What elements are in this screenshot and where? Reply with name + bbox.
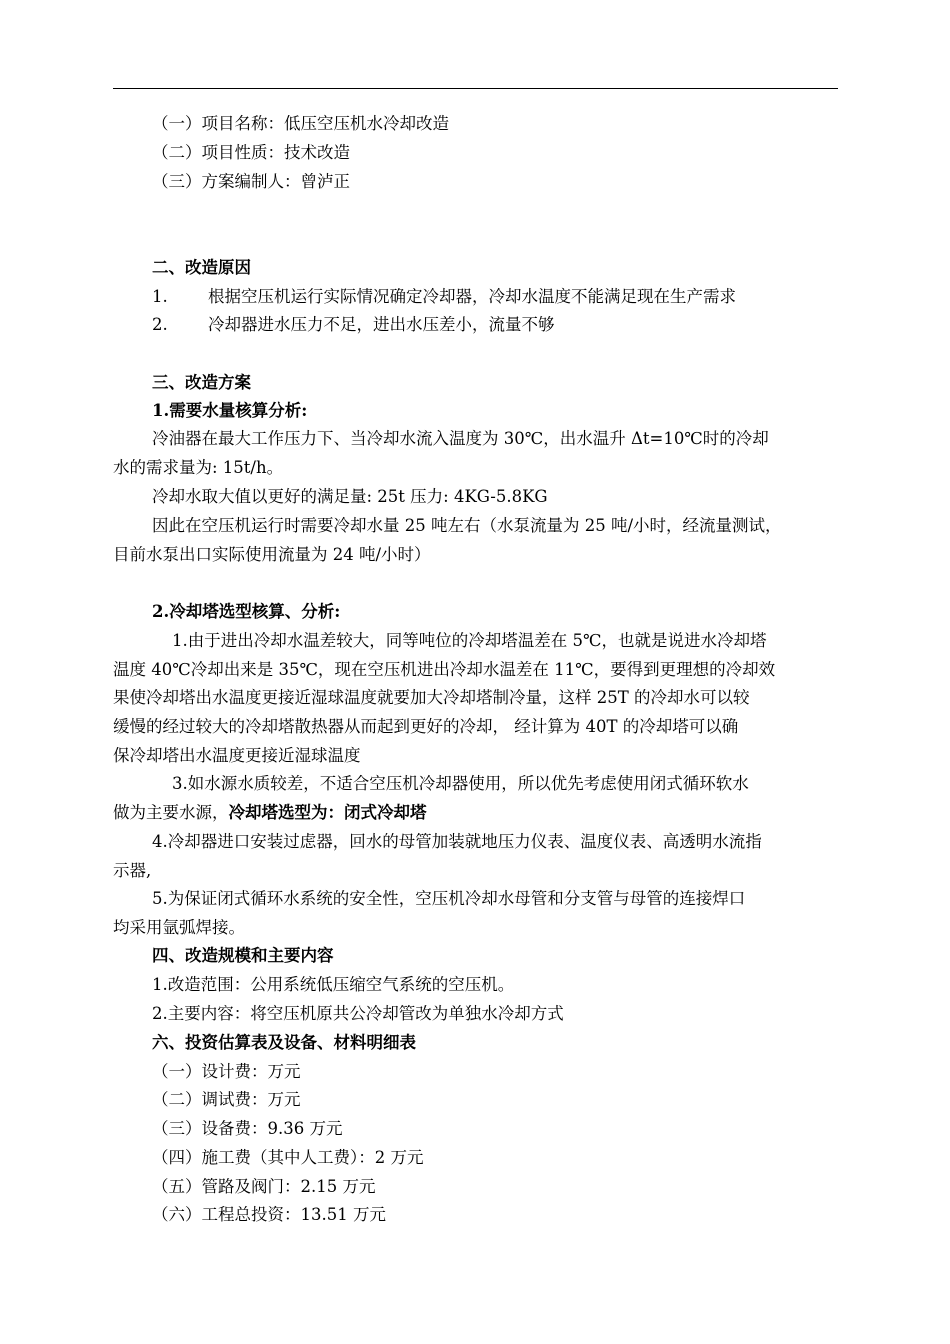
paragraph-line: 冷却水取大值以更好的满足量: 25t 压力: 4KG-5.8KG <box>152 487 548 506</box>
subheading-tower-calc: 2.冷却塔选型核算、分析: <box>152 602 341 621</box>
reason-number: 2. <box>152 315 168 334</box>
paragraph-line: 保冷却塔出水温度更接近湿球温度 <box>113 746 361 765</box>
reason-item <box>152 287 736 307</box>
project-name: （一）项目名称：低压空压机水冷却改造 <box>152 114 449 133</box>
list-item: 1.改造范围：公用系统低压缩空气系统的空压机。 <box>152 975 515 994</box>
paragraph-line: 因此在空压机运行时需要冷却水量 25 吨左右（水泵流量为 25 吨/小时，经流量测试， <box>152 516 782 535</box>
paragraph-line: 5.为保证闭式循环水系统的安全性，空压机冷却水母管和分支管与母管的连接焊口 <box>152 889 746 908</box>
cost-item: （一）设计费：万元 <box>152 1062 301 1081</box>
reason-text: 冷却器进水压力不足，进出水压差小，流量不够 <box>208 315 555 334</box>
cost-item: （二）调试费：万元 <box>152 1090 301 1109</box>
paragraph-line: 水的需求量为: 15t/h。 <box>113 458 284 477</box>
paragraph-line: 果使冷却塔出水温度更接近湿球温度就要加大冷却塔制冷量，这样 25T 的冷却水可以较 <box>113 688 750 707</box>
list-item: 2.主要内容：将空压机原共公冷却管改为单独水冷却方式 <box>152 1004 564 1023</box>
paragraph-line: 3.如水源水质较差，不适合空压机冷却器使用，所以优先考虑使用闭式循环软水 <box>172 774 749 793</box>
paragraph-line: 4.冷却器进口安装过虑器，回水的母管加装就地压力仪表、温度仪表、高透明水流指 <box>152 832 762 851</box>
section-heading-scale: 四、改造规模和主要内容 <box>152 946 334 965</box>
paragraph-line: 温度 40℃冷却出来是 35℃，现在空压机进出冷却水温差在 11℃，要得到更理想的冷却效 <box>113 660 776 679</box>
plan-author: （三）方案编制人：曾泸正 <box>152 172 350 191</box>
paragraph-line: 缓慢的经过较大的冷却塔散热器从而起到更好的冷却， 经计算为 40T 的冷却塔可以确 <box>113 717 739 736</box>
header-rule <box>113 88 838 89</box>
paragraph-line: 1.由于进出冷却水温差较大，同等吨位的冷却塔温差在 5℃，也就是说进水冷却塔 <box>172 631 767 650</box>
reason-item <box>152 315 555 335</box>
cost-item: （五）管路及阀门：2.15 万元 <box>152 1177 376 1196</box>
project-nature: （二）项目性质：技术改造 <box>152 143 350 162</box>
emphasis-text: 冷却塔选型为：闭式冷却塔 <box>228 803 427 822</box>
paragraph-line: 目前水泵出口实际使用流量为 24 吨/小时） <box>113 545 431 564</box>
reason-text: 根据空压机运行实际情况确定冷却器，冷却水温度不能满足现在生产需求 <box>208 287 736 306</box>
paragraph-line <box>113 803 427 823</box>
section-heading-plan: 三、改造方案 <box>152 373 251 392</box>
cost-item: （四）施工费（其中人工费）：2 万元 <box>152 1148 424 1167</box>
section-heading-investment: 六、投资估算表及设备、材料明细表 <box>152 1033 416 1052</box>
cost-item: （六）工程总投资：13.51 万元 <box>152 1205 386 1224</box>
cost-item: （三）设备费：9.36 万元 <box>152 1119 343 1138</box>
paragraph-line: 示器, <box>113 861 152 880</box>
paragraph-line: 冷油器在最大工作压力下、当冷却水流入温度为 30℃，出水温升 Δt=10℃时的冷却 <box>152 429 769 448</box>
section-heading-reasons: 二、改造原因 <box>152 258 251 277</box>
paragraph-line: 均采用氩弧焊接。 <box>113 918 245 937</box>
subheading-water-calc: 1.需要水量核算分析: <box>152 401 308 420</box>
paragraph-text: 做为主要水源， <box>113 803 229 822</box>
reason-number: 1. <box>152 287 168 306</box>
